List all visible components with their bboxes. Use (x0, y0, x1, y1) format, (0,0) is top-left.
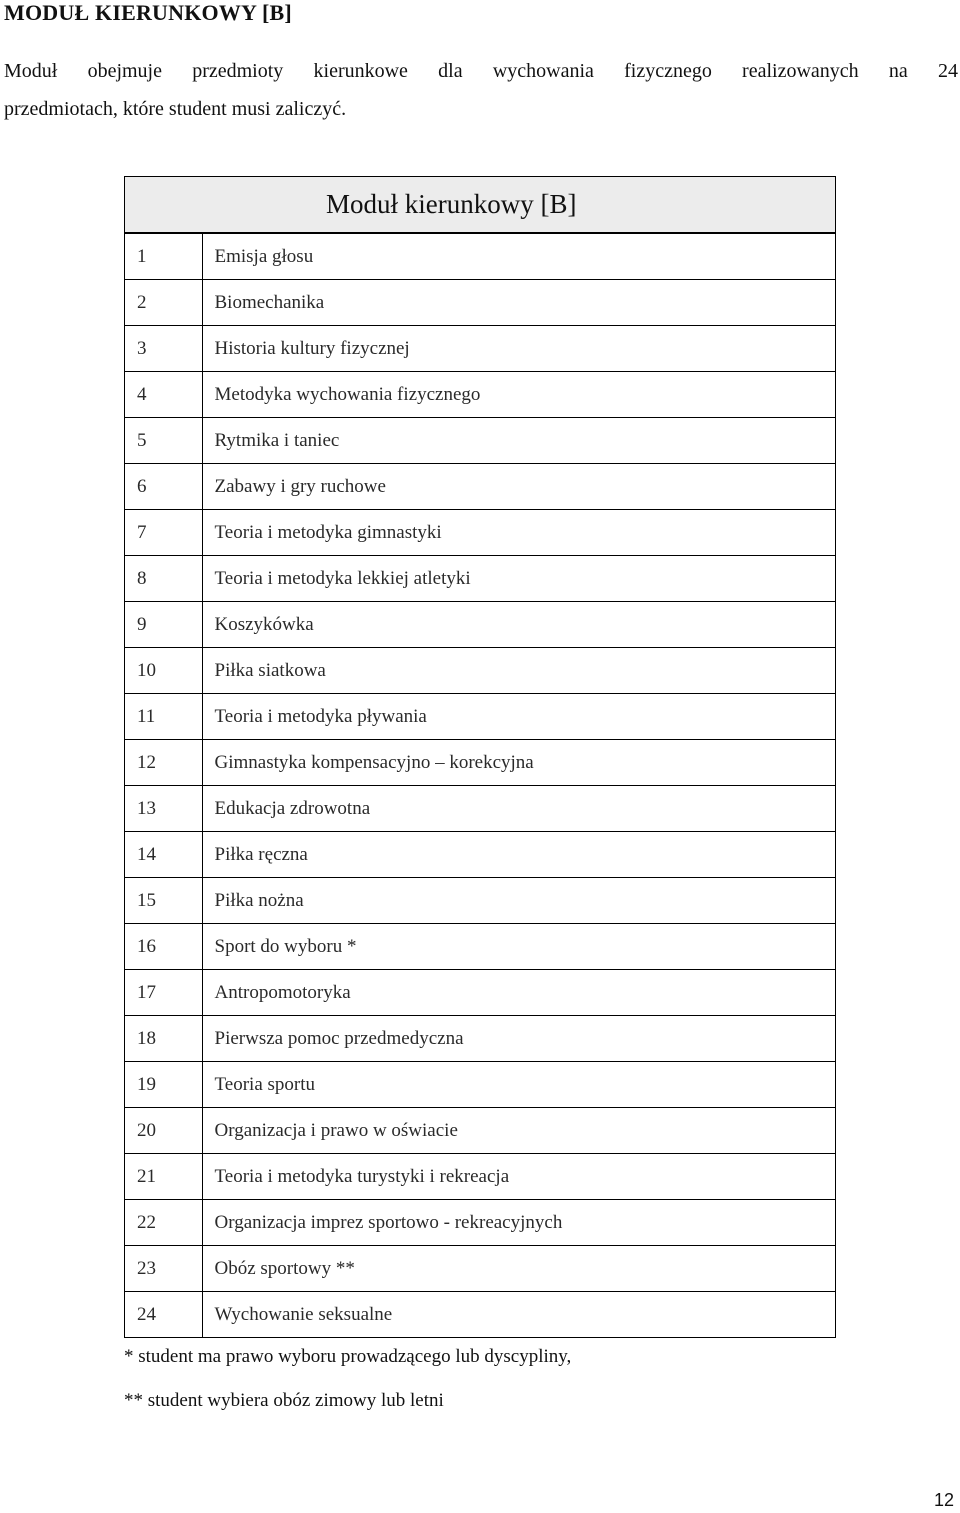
subject-name: Koszykówka (202, 602, 836, 648)
subject-name: Sport do wyboru * (202, 924, 836, 970)
table-row (125, 1200, 836, 1246)
subject-name: Gimnastyka kompensacyjno – korekcyjna (202, 740, 836, 786)
subject-name: Organizacja i prawo w oświacie (202, 1108, 836, 1154)
row-number: 6 (125, 464, 203, 510)
row-number: 12 (125, 740, 203, 786)
footnote-sport-choice: * student ma prawo wyboru prowadzącego lub dyscypliny, (124, 1346, 572, 1367)
table-row (125, 832, 836, 878)
table-row (125, 1154, 836, 1200)
table-row (125, 924, 836, 970)
intro-line-1: Moduł obejmuje przedmioty kierunkowe dla wychowania fizycznego realizowanych na 24 (4, 60, 958, 82)
row-number: 1 (125, 233, 203, 280)
table-row (125, 694, 836, 740)
table-row (125, 1062, 836, 1108)
table-row (125, 786, 836, 832)
subject-name: Piłka siatkowa (202, 648, 836, 694)
table-row (125, 510, 836, 556)
module-table (124, 176, 836, 1338)
row-number: 19 (125, 1062, 203, 1108)
row-number: 10 (125, 648, 203, 694)
subject-name: Historia kultury fizycznej (202, 326, 836, 372)
subject-name: Teoria i metodyka gimnastyki (202, 510, 836, 556)
subject-name: Zabawy i gry ruchowe (202, 464, 836, 510)
table-row (125, 418, 836, 464)
row-number: 23 (125, 1246, 203, 1292)
subject-name: Teoria i metodyka pływania (202, 694, 836, 740)
row-number: 4 (125, 372, 203, 418)
row-number: 17 (125, 970, 203, 1016)
page-number: 12 (933, 1490, 954, 1510)
row-number: 21 (125, 1154, 203, 1200)
subject-name: Wychowanie seksualne (202, 1292, 836, 1338)
subject-name: Organizacja imprez sportowo - rekreacyjnych (202, 1200, 836, 1246)
subject-name: Pierwsza pomoc przedmedyczna (202, 1016, 836, 1062)
row-number: 15 (125, 878, 203, 924)
table-row (125, 280, 836, 326)
subject-name: Biomechanika (202, 280, 836, 326)
row-number: 7 (125, 510, 203, 556)
subject-name: Obóz sportowy ** (202, 1246, 836, 1292)
row-number: 20 (125, 1108, 203, 1154)
row-number: 18 (125, 1016, 203, 1062)
subject-name: Edukacja zdrowotna (202, 786, 836, 832)
table-row (125, 372, 836, 418)
table-row (125, 326, 836, 372)
subject-name: Teoria sportu (202, 1062, 836, 1108)
table-row (125, 556, 836, 602)
table-row (125, 602, 836, 648)
subject-name: Teoria i metodyka turystyki i rekreacja (202, 1154, 836, 1200)
document-heading: MODUŁ KIERUNKOWY [B] (4, 0, 292, 25)
table-header-row (125, 177, 836, 234)
subject-name: Piłka ręczna (202, 832, 836, 878)
table-row (125, 1108, 836, 1154)
row-number: 11 (125, 694, 203, 740)
intro-paragraph (4, 52, 958, 128)
subject-name: Metodyka wychowania fizycznego (202, 372, 836, 418)
footnote-camp-choice: ** student wybiera obóz zimowy lub letni (124, 1390, 444, 1411)
table-row (125, 233, 836, 280)
table-row (125, 878, 836, 924)
row-number: 14 (125, 832, 203, 878)
row-number: 5 (125, 418, 203, 464)
table-row (125, 1016, 836, 1062)
row-number: 8 (125, 556, 203, 602)
row-number: 3 (125, 326, 203, 372)
intro-line-2: przedmiotach, które student musi zaliczyć. (4, 98, 347, 120)
subject-name: Piłka nożna (202, 878, 836, 924)
table-row (125, 464, 836, 510)
subject-name: Rytmika i taniec (202, 418, 836, 464)
subject-name: Emisja głosu (202, 233, 836, 280)
table-row (125, 1292, 836, 1338)
table-row (125, 1246, 836, 1292)
table-row (125, 648, 836, 694)
table-row (125, 970, 836, 1016)
row-number: 22 (125, 1200, 203, 1246)
module-table-body (125, 177, 836, 1338)
row-number: 24 (125, 1292, 203, 1338)
row-number: 16 (125, 924, 203, 970)
row-number: 9 (125, 602, 203, 648)
row-number: 2 (125, 280, 203, 326)
table-title: Moduł kierunkowy [B] (202, 177, 836, 234)
table-header-num-cell (125, 177, 203, 234)
subject-name: Antropomotoryka (202, 970, 836, 1016)
table-row (125, 740, 836, 786)
subject-name: Teoria i metodyka lekkiej atletyki (202, 556, 836, 602)
row-number: 13 (125, 786, 203, 832)
